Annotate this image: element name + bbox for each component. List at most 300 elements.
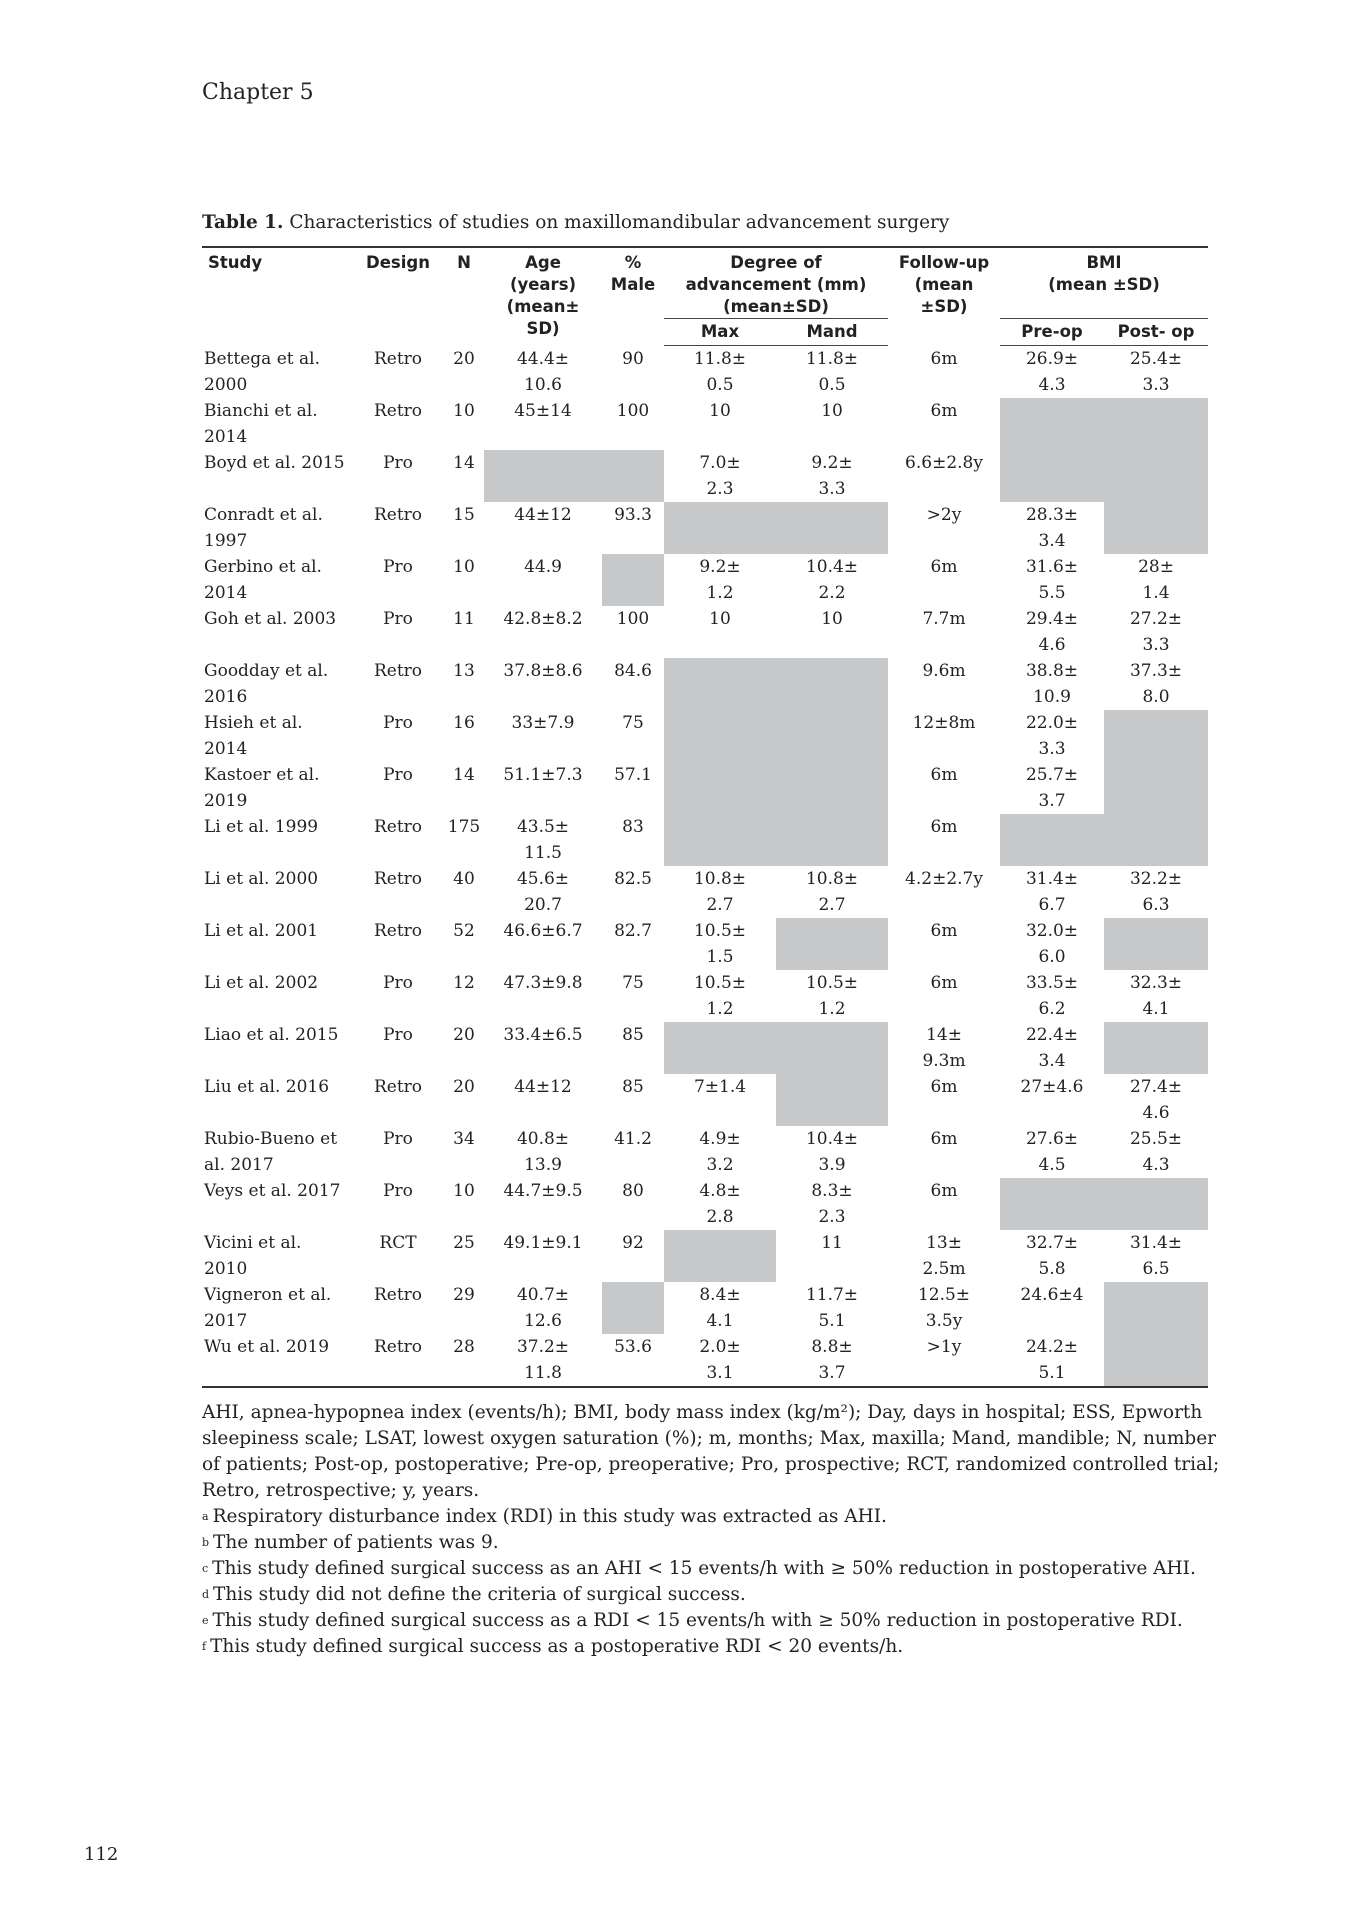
male-cell	[602, 918, 664, 970]
header-followup-line: Follow-up	[898, 253, 990, 272]
bmi-postop-cell	[1104, 658, 1208, 710]
mand-cell-line: 3.9	[818, 1155, 846, 1175]
bmi-preop-cell-line: 3.4	[1038, 1051, 1066, 1071]
study-line: 2016	[204, 687, 248, 707]
footnote	[202, 1608, 1232, 1634]
table-row	[202, 1282, 1312, 1334]
max-cell	[664, 970, 776, 1022]
study-line: Wu et al. 2019	[204, 1337, 330, 1357]
max-cell-line: 10.5±	[693, 973, 747, 993]
followup-cell	[888, 710, 1000, 762]
followup-cell-line: 6m	[930, 817, 958, 837]
bmi-postop-cell	[1104, 1178, 1208, 1230]
design-cell: Pro	[383, 765, 413, 785]
bmi-postop-cell-line: 3.3	[1142, 375, 1170, 395]
age-cell-line: 44.9	[524, 557, 562, 577]
study-cell	[202, 1074, 352, 1126]
max-cell-line: 1.2	[706, 583, 734, 603]
n-cell: 14	[453, 765, 475, 785]
followup-cell-line: 4.2±2.7y	[905, 869, 983, 889]
followup-cell	[888, 1178, 1000, 1230]
design-cell: Pro	[383, 1129, 413, 1149]
header-bmi	[1000, 247, 1208, 319]
table-row	[202, 762, 1312, 814]
bmi-postop-cell-line: 1.4	[1142, 583, 1170, 603]
study-line: al. 2017	[204, 1155, 274, 1175]
mand-cell	[776, 814, 888, 866]
study-cell	[202, 1126, 352, 1178]
abbreviations: AHI, apnea-hypopnea index (events/h); BMI, body mass index (kg/m²); Day, days in hospital; ESS, Epworth sleepiness scale; LSAT, lowest oxygen saturation (%); m, months; Max, maxilla; Mand, mandible; N, number of patients; Post-op, postoperative; Pre-op, preoperative; Pro, prospective; RCT, randomized controlled trial; Retro, retrospective; y, years.	[202, 1402, 1220, 1501]
caption-text: Characteristics of studies on maxillomandibular advancement surgery	[283, 212, 950, 233]
footnote-mark: a	[202, 1510, 209, 1523]
bmi-preop-cell-line: 27.6±	[1025, 1129, 1079, 1149]
followup-cell-line: 6m	[930, 557, 958, 577]
mand-cell-line: 8.8±	[811, 1337, 853, 1357]
mand-cell	[776, 1334, 888, 1387]
study-cell	[202, 606, 352, 658]
age-cell	[484, 762, 602, 814]
n-cell: 40	[453, 869, 475, 889]
bmi-preop-cell-line: 24.6±4	[1020, 1285, 1084, 1305]
study-line: Goodday et al.	[204, 661, 329, 681]
n-cell: 13	[453, 661, 475, 681]
followup-cell-line: 6m	[930, 348, 958, 369]
followup-cell	[888, 1074, 1000, 1126]
table-row	[202, 346, 1312, 399]
age-cell-line: 40.8±	[516, 1129, 570, 1149]
footnote-mark: b	[202, 1536, 210, 1549]
max-cell	[664, 1282, 776, 1334]
bmi-preop-cell-line: 24.2±	[1025, 1337, 1079, 1357]
design-cell: Retro	[373, 1285, 423, 1305]
header-age-line: (mean±	[506, 297, 580, 316]
mand-cell	[776, 1178, 888, 1230]
n-cell: 11	[453, 609, 475, 629]
followup-cell-line: 6m	[930, 973, 958, 993]
bmi-preop-cell-line: 5.1	[1038, 1363, 1066, 1383]
header-postop: Post- op	[1104, 319, 1208, 346]
bmi-postop-cell	[1104, 1282, 1208, 1334]
bmi-preop-cell	[1000, 970, 1104, 1022]
bmi-postop-cell	[1104, 866, 1208, 918]
followup-cell-line: 12.5±	[917, 1285, 971, 1305]
study-cell	[202, 918, 352, 970]
study-line: Boyd et al. 2015	[204, 453, 345, 473]
followup-cell	[888, 1126, 1000, 1178]
design-cell: Pro	[383, 453, 413, 473]
design-cell: Pro	[383, 713, 413, 733]
design-cell: Retro	[373, 817, 423, 837]
design-cell: Retro	[373, 505, 423, 525]
age-cell-line: 13.9	[524, 1155, 562, 1175]
max-cell	[664, 1074, 776, 1126]
mand-cell	[776, 606, 888, 658]
study-line: 2014	[204, 583, 248, 603]
bmi-preop-cell	[1000, 866, 1104, 918]
study-cell	[202, 554, 352, 606]
study-line: Gerbino et al.	[204, 557, 322, 577]
mand-cell-line: 11.8±	[805, 349, 859, 369]
header-age-line: Age	[525, 253, 561, 272]
study-cell	[202, 866, 352, 918]
mand-cell-line: 3.3	[818, 479, 846, 499]
max-cell-line: 2.0±	[699, 1337, 741, 1357]
footnote-text: Respiratory disturbance index (RDI) in this study was extracted as AHI.	[212, 1506, 887, 1527]
age-cell	[484, 1126, 602, 1178]
table-row	[202, 398, 1312, 450]
male-cell	[602, 762, 664, 814]
n-cell: 10	[453, 1181, 475, 1201]
design-cell: RCT	[379, 1233, 417, 1253]
max-cell-line: 10	[709, 609, 731, 629]
male-cell-line: 85	[622, 1025, 644, 1045]
bmi-preop-cell-line: 5.8	[1038, 1259, 1066, 1279]
mand-cell-line: 3.7	[818, 1363, 846, 1383]
bmi-preop-cell	[1000, 710, 1104, 762]
male-cell-line: 100	[616, 401, 650, 421]
study-cell	[202, 1178, 352, 1230]
age-cell	[484, 1230, 602, 1282]
header-followup	[888, 247, 1000, 346]
bmi-preop-cell-line: 5.5	[1038, 583, 1066, 603]
study-cell	[202, 762, 352, 814]
age-cell	[484, 1074, 602, 1126]
age-cell	[484, 346, 602, 399]
bmi-preop-cell-line: 29.4±	[1025, 609, 1079, 629]
max-cell-line: 3.1	[706, 1363, 734, 1383]
bmi-postop-cell	[1104, 762, 1208, 814]
max-cell	[664, 606, 776, 658]
mand-cell	[776, 710, 888, 762]
mand-cell-line: 5.1	[818, 1311, 846, 1331]
age-cell-line: 44.7±9.5	[503, 1181, 583, 1201]
followup-cell	[888, 398, 1000, 450]
male-cell-line: 83	[622, 817, 644, 837]
max-cell-line: 4.9±	[699, 1129, 741, 1149]
max-cell	[664, 398, 776, 450]
followup-cell	[888, 502, 1000, 554]
max-cell	[664, 710, 776, 762]
male-cell	[602, 1334, 664, 1387]
bmi-postop-cell-line: 25.5±	[1129, 1129, 1183, 1149]
mand-cell-line: 1.2	[818, 999, 846, 1019]
followup-cell-line: 7.7m	[922, 609, 966, 629]
male-cell	[602, 398, 664, 450]
male-cell	[602, 346, 664, 399]
header-age	[484, 247, 602, 346]
age-cell-line: 45±14	[514, 401, 572, 421]
male-cell-line: 82.7	[614, 921, 652, 941]
study-line: Li et al. 1999	[204, 817, 319, 837]
age-cell	[484, 398, 602, 450]
max-cell-line: 4.8±	[699, 1181, 741, 1201]
bmi-postop-cell	[1104, 398, 1208, 450]
footnote-list	[202, 1504, 1232, 1660]
bmi-postop-cell	[1104, 346, 1208, 399]
mand-cell-line: 8.3±	[811, 1181, 853, 1201]
table-notes	[202, 1400, 1232, 1660]
header-male-line: %	[624, 253, 642, 272]
followup-cell-line: 6m	[930, 1129, 958, 1149]
male-cell	[602, 1178, 664, 1230]
mand-cell	[776, 658, 888, 710]
mand-cell	[776, 398, 888, 450]
n-cell: 29	[453, 1285, 475, 1305]
bmi-preop-cell-line: 25.7±	[1025, 765, 1079, 785]
age-cell	[484, 1334, 602, 1387]
study-line: Rubio-Bueno et	[204, 1129, 338, 1149]
followup-cell-line: 6m	[930, 765, 958, 785]
age-cell-line: 44±12	[514, 505, 572, 525]
male-cell	[602, 1230, 664, 1282]
table-row	[202, 1178, 1312, 1230]
age-cell-line: 44±12	[514, 1077, 572, 1097]
male-cell-line: 75	[622, 973, 644, 993]
table-header	[202, 247, 1312, 346]
bmi-postop-cell-line: 27.2±	[1129, 609, 1183, 629]
max-cell-line: 11.8±	[693, 349, 747, 369]
bmi-postop-cell	[1104, 918, 1208, 970]
max-cell-line: 0.5	[706, 375, 734, 395]
mand-cell	[776, 762, 888, 814]
table-row	[202, 554, 1312, 606]
bmi-postop-cell	[1104, 814, 1208, 866]
max-cell	[664, 346, 776, 399]
age-cell	[484, 814, 602, 866]
table-caption	[202, 212, 949, 233]
mand-cell-line: 11.7±	[805, 1285, 859, 1305]
bmi-preop-cell	[1000, 1230, 1104, 1282]
n-cell: 34	[453, 1129, 475, 1149]
header-n: N	[444, 247, 484, 346]
design-cell: Retro	[352, 1334, 444, 1387]
table-row	[202, 658, 1312, 710]
followup-cell-line: 6m	[930, 401, 958, 421]
age-cell-line: 40.7±	[516, 1285, 570, 1305]
male-cell-line: 80	[622, 1181, 644, 1201]
mand-cell	[776, 450, 888, 502]
max-cell	[664, 1126, 776, 1178]
design-cell: Retro	[373, 869, 423, 889]
male-cell	[602, 502, 664, 554]
n-cell: 15	[453, 505, 475, 525]
age-cell	[484, 606, 602, 658]
study-line: 2017	[204, 1311, 248, 1331]
study-line: Li et al. 2001	[204, 921, 319, 941]
header-design: Design	[352, 247, 444, 346]
age-cell	[484, 658, 602, 710]
age-cell-line: 42.8±8.2	[503, 609, 583, 629]
n-cell: 20	[453, 348, 475, 369]
mand-cell-line: 11	[821, 1233, 843, 1253]
age-cell-line: 44.4±	[516, 348, 570, 369]
mand-cell	[776, 970, 888, 1022]
mand-cell	[776, 346, 888, 399]
mand-cell-line: 0.5	[818, 375, 846, 395]
n-cell: 175	[447, 817, 481, 837]
study-line: Li et al. 2002	[204, 973, 319, 993]
bmi-preop-cell	[1000, 398, 1104, 450]
table-row	[202, 1230, 1312, 1282]
bmi-preop-cell-line: 31.6±	[1025, 557, 1079, 577]
followup-cell	[888, 866, 1000, 918]
mand-cell-line: 10.4±	[805, 1129, 859, 1149]
study-cell	[202, 502, 352, 554]
mand-cell-line: 10.8±	[805, 869, 859, 889]
followup-cell	[888, 450, 1000, 502]
bmi-preop-cell	[1000, 1126, 1104, 1178]
followup-cell-line: 9.6m	[922, 661, 966, 681]
male-cell-line: 82.5	[614, 869, 652, 889]
bmi-preop-cell-line: 28.3±	[1025, 505, 1079, 525]
followup-cell-line: 6m	[930, 1181, 958, 1201]
followup-cell-line: 6.6±2.8y	[905, 453, 983, 473]
n-cell: 20	[453, 1025, 475, 1045]
max-cell-line: 1.5	[706, 947, 734, 967]
male-cell	[602, 606, 664, 658]
max-cell-line: 7±1.4	[693, 1077, 747, 1097]
bmi-preop-cell-line: 6.2	[1038, 999, 1066, 1019]
header-bmi-line: BMI	[1086, 253, 1122, 272]
mand-cell	[776, 866, 888, 918]
age-cell-line: 11.8	[524, 1363, 562, 1383]
followup-cell	[888, 762, 1000, 814]
bmi-preop-cell-line: 10.9	[1033, 687, 1071, 707]
bmi-preop-cell	[1000, 658, 1104, 710]
study-line: Hsieh et al.	[204, 713, 303, 733]
design-cell: Retro	[373, 661, 423, 681]
bmi-preop-cell-line: 22.4±	[1025, 1025, 1079, 1045]
bmi-postop-cell	[1104, 502, 1208, 554]
age-cell	[484, 918, 602, 970]
table-row	[202, 918, 1312, 970]
table-row	[202, 450, 1312, 502]
design-cell: Pro	[383, 1025, 413, 1045]
age-cell	[484, 554, 602, 606]
bmi-preop-cell-line: 6.7	[1038, 895, 1066, 915]
mand-cell	[776, 918, 888, 970]
study-line: Kastoer et al.	[204, 765, 320, 785]
study-line: Conradt et al.	[204, 505, 323, 525]
max-cell	[664, 918, 776, 970]
age-cell-line: 47.3±9.8	[503, 973, 583, 993]
followup-cell	[888, 1230, 1000, 1282]
bmi-preop-cell	[1000, 1178, 1104, 1230]
male-cell	[602, 658, 664, 710]
study-line: Veys et al. 2017	[204, 1181, 341, 1201]
study-line: Bianchi et al.	[204, 401, 318, 421]
max-cell	[664, 866, 776, 918]
followup-cell	[888, 1334, 1000, 1387]
bmi-postop-cell	[1104, 710, 1208, 762]
n-cell: 28	[444, 1334, 484, 1387]
bmi-preop-cell-line: 6.0	[1038, 947, 1066, 967]
study-line: Liao et al. 2015	[204, 1025, 339, 1045]
study-line: 2000	[204, 374, 248, 395]
male-cell	[602, 970, 664, 1022]
max-cell-line: 9.2±	[699, 557, 741, 577]
study-cell	[202, 398, 352, 450]
followup-cell-line: >2y	[926, 505, 962, 525]
bmi-preop-cell-line: 27±4.6	[1020, 1077, 1084, 1097]
male-cell	[602, 1022, 664, 1074]
studies-table-wrap	[202, 246, 1232, 1388]
bmi-preop-cell	[1000, 814, 1104, 866]
header-age-line: SD)	[526, 319, 560, 338]
study-line: Li et al. 2000	[204, 869, 319, 889]
mand-cell	[776, 502, 888, 554]
design-cell: Pro	[383, 557, 413, 577]
mand-cell-line: 2.2	[818, 583, 846, 603]
age-cell-line: 11.5	[524, 843, 562, 863]
max-cell-line: 2.3	[706, 479, 734, 499]
max-cell-line: 8.4±	[699, 1285, 741, 1305]
bmi-preop-cell-line: 3.3	[1038, 739, 1066, 759]
table-row	[202, 866, 1312, 918]
age-cell-line: 12.6	[524, 1311, 562, 1331]
footnote-text: This study defined surgical success as an AHI < 15 events/h with ≥ 50% reduction in postoperative AHI.	[212, 1558, 1196, 1579]
bmi-preop-cell	[1000, 450, 1104, 502]
bmi-preop-cell	[1000, 346, 1104, 399]
header-study: Study	[202, 247, 352, 346]
bmi-preop-cell	[1000, 554, 1104, 606]
male-cell	[602, 1126, 664, 1178]
followup-cell	[888, 606, 1000, 658]
study-line: 2014	[204, 427, 248, 447]
max-cell-line: 7.0±	[699, 453, 741, 473]
age-cell	[484, 866, 602, 918]
age-cell-line: 37.2±	[516, 1337, 570, 1357]
age-cell	[484, 710, 602, 762]
mand-cell	[776, 554, 888, 606]
study-cell	[202, 1230, 352, 1282]
footnote-text: The number of patients was 9.	[213, 1532, 499, 1553]
mand-cell	[776, 1074, 888, 1126]
max-cell	[664, 814, 776, 866]
table-row	[202, 710, 1312, 762]
table-row	[202, 606, 1312, 658]
design-cell: Pro	[383, 973, 413, 993]
footnote-mark: c	[202, 1562, 209, 1575]
bmi-preop-cell	[1000, 606, 1104, 658]
age-cell	[484, 1282, 602, 1334]
n-cell: 10	[453, 401, 475, 421]
footnote-mark: e	[202, 1614, 209, 1627]
male-cell-line: 84.6	[614, 661, 652, 681]
age-cell	[484, 1178, 602, 1230]
study-line: 2010	[204, 1259, 248, 1279]
bmi-postop-cell	[1104, 1022, 1208, 1074]
followup-cell	[888, 970, 1000, 1022]
max-cell	[664, 1178, 776, 1230]
header-preop: Pre-op	[1000, 319, 1104, 346]
mand-cell-line: 10	[821, 401, 843, 421]
bmi-postop-cell	[1104, 554, 1208, 606]
bmi-postop-cell-line: 28±	[1138, 557, 1174, 577]
study-cell	[202, 658, 352, 710]
study-line: 2014	[204, 739, 248, 759]
bmi-preop-cell-line: 4.5	[1038, 1155, 1066, 1175]
followup-cell-line: 12±8m	[912, 713, 976, 733]
footnote-mark: d	[202, 1588, 210, 1601]
footnote	[202, 1634, 1232, 1660]
n-cell: 25	[453, 1233, 475, 1253]
bmi-postop-cell	[1104, 606, 1208, 658]
max-cell	[664, 502, 776, 554]
bmi-postop-cell-line: 32.2±	[1129, 869, 1183, 889]
bmi-preop-cell	[1000, 502, 1104, 554]
max-cell	[664, 658, 776, 710]
